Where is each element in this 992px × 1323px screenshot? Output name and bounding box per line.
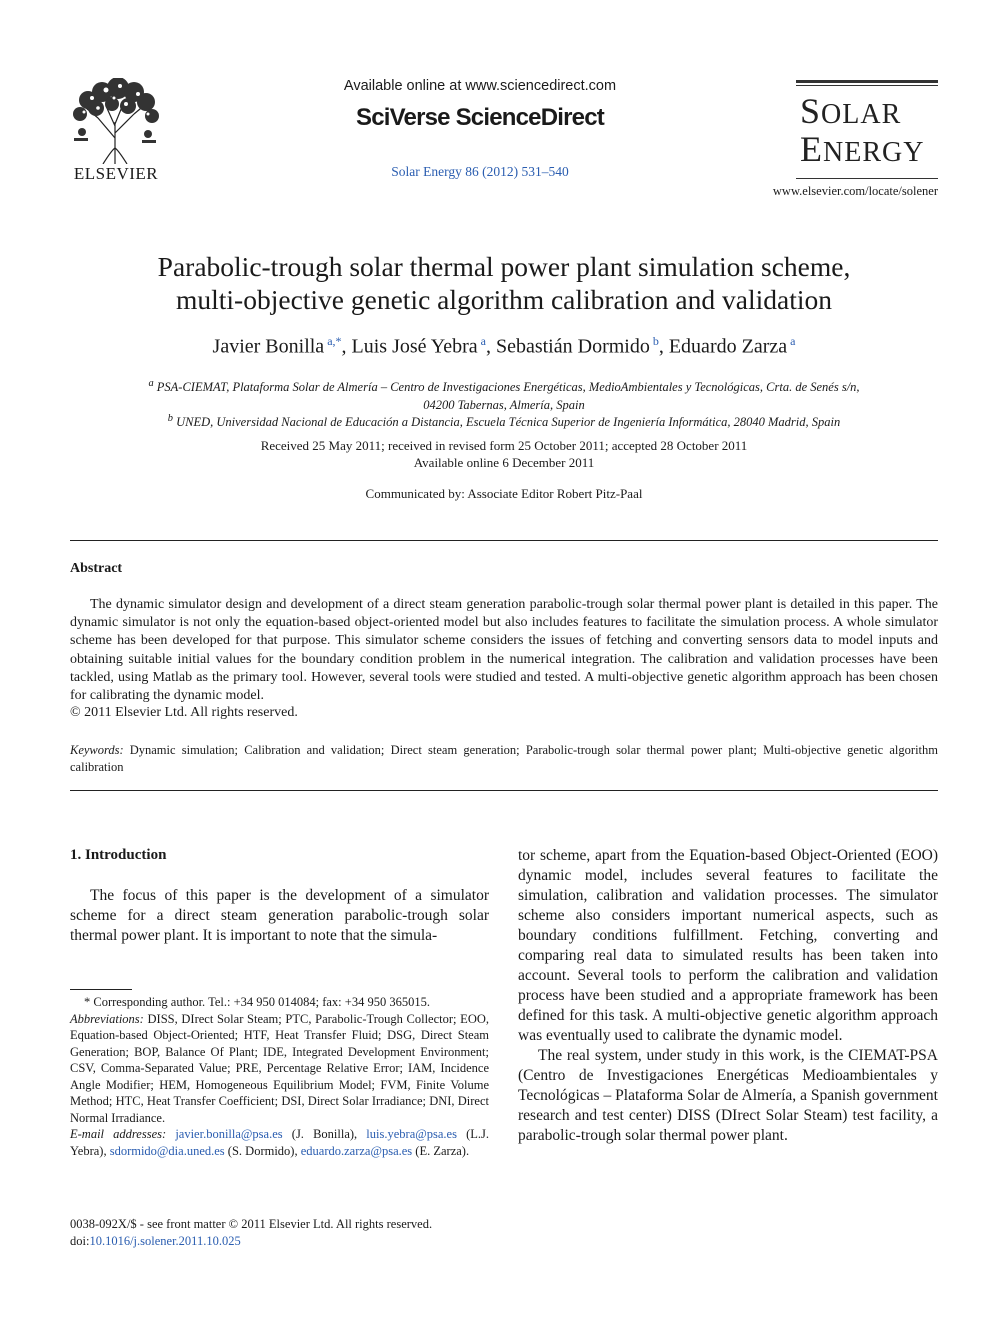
intro-paragraph-right-2: The real system, under study in this work, is the CIEMAT-PSA (Centro de Investigaciones Energéticas Medioambientales y Tecnológicas – Plataforma Solar de Almería, a Spanish government research and test center) DISS (DIrect Solar Steam) test facility, a parabolic-trough solar thermal power plant. [518,1047,938,1144]
section-heading-introduction: 1. Introduction [70,847,167,863]
affiliation-a [70,375,938,414]
footnote-rule [70,989,132,990]
elsevier-tree-logo [68,78,162,164]
received-dates: Received 25 May 2011; received in revised form 25 October 2011; accepted 28 October 2011 [260,438,748,453]
intro-paragraph-right-1: tor scheme, apart from the Equation-based Object-Oriented (EOO) dynamic model, includes several features to facilitate the simulation, calibration and validation processes. The simulator scheme also considers important numerical aspects, such as boundary conditions fulfillment. Fetching, converting and comparing real data to simulated results has been taken into account. Several tools to perform the calibration and validation process have been studied and a appropriate framework has been defined for this task. A multi-objective genetic algorithm approach was eventually used to calibrate the dynamic model. [518,847,938,1044]
logo-top-rule [796,80,938,83]
email-link[interactable]: eduardo.zarza@psa.es [300,1143,413,1158]
email-link[interactable]: javier.bonilla@psa.es [175,1127,283,1141]
divider-bottom [70,790,938,791]
paper-title-line1: Parabolic-trough solar thermal power plant simulation scheme, [157,251,851,282]
email-label: E-mail addresses: [70,1127,167,1141]
affiliation-mark-a: a [148,378,154,389]
paper-title-line2: multi-objective genetic algorithm calibration and validation [176,284,832,315]
journal-logo-line2: ENERGY [800,129,925,169]
journal-reference-link[interactable]: Solar Energy 86 (2012) 531–540 [391,164,569,179]
journal-logo [796,80,938,179]
doi-label: doi: [70,1233,90,1248]
author-name[interactable]: Sebastián Dormido [495,335,650,358]
affiliation-b-line: UNED, Universidad Nacional de Educación a Distancia, Escuela Técnica Superior de Ingeniería Informática, 28040 Madrid, Spain [176,415,841,430]
keywords-text: Dynamic simulation; Calibration and validation; Direct steam generation; Parabolic-trough solar thermal power plant; Multi-objective genetic algorithm calibration [70,743,938,774]
journal-logo-line1: SOLAR [800,91,902,131]
email-owner: (E. Zarza). [412,1143,470,1158]
logo-bottom-rule [796,178,938,179]
footnotes [70,994,489,1159]
keywords [70,742,938,776]
email-owner: (S. Dormido), [224,1143,301,1158]
abbreviations-label: Abbreviations: [70,1011,144,1026]
communicated-by: Communicated by: Associate Editor Robert Pitz-Paal [365,486,643,501]
author-name[interactable]: Luis José Yebra [351,335,478,358]
abbreviations-note [70,1011,489,1127]
keywords-label: Keywords: [70,743,124,757]
email-owner: (J. Bonilla), [282,1127,367,1141]
abstract-body: The dynamic simulator design and development of a direct steam generation parabolic-trough solar thermal power plant is detailed in this paper. The dynamic simulator is not only the equation-based object-oriented model but also includes features to facilitate the simulation process. A whole simulator scheme has been developed for that purpose. This simulator scheme considers the issues of fetching and converting sensors data to model inputs and obtaining suitable initial values for the boundary condition problem in the numerical integration. The calibration and validation processes have been tackled, using Matlab as the primary tool. However, several tools were studied and tested. A multi-objective genetic algorithm approach has been chosen for calibrating the dynamic model. [70,597,938,704]
publisher-name: ELSEVIER [73,164,159,183]
doi-line [70,1233,489,1250]
abstract-heading: Abstract [70,561,123,576]
affiliation-a-line1: PSA-CIEMAT, Plataforma Solar de Almería – Centro de Investigaciones Energéticas, MedioAmbientales y Tecnológicas, Crta. de Senés s/n, [156,380,860,395]
author-affiliation-mark[interactable]: a [477,334,486,348]
email-owner: (L.J. Yebra), [70,1127,490,1158]
author-affiliation-mark[interactable]: a,* [324,334,342,348]
affiliation-mark-b: b [167,413,173,424]
email-link[interactable]: luis.yebra@psa.es [366,1127,457,1141]
front-matter-block [70,1216,489,1249]
author-list: Javier Bonilla $^{a,*}$, Luis José Yebra $^a$, Sebastián Dormido $^b$, Eduardo Zarza $^a$ [212,334,796,358]
abstract-copyright: © 2011 Elsevier Ltd. All rights reserved. [70,705,298,720]
author-affiliation-mark[interactable]: b [649,334,659,348]
journal-homepage-url[interactable]: www.elsevier.com/locate/solener [772,184,938,198]
available-online-text: Available online at www.sciencedirect.com [343,78,617,94]
intro-paragraph-left: The focus of this paper is the development of a simulator scheme for a direct steam generation parabolic-trough solar thermal power plant. It is important to note that the simula- [70,887,489,944]
affiliation-b [70,410,938,431]
affiliation-a-line2: 04200 Tabernas, Almería, Spain [423,398,585,413]
intro-right-column [518,846,938,1146]
email-link[interactable]: sdormido@dia.uned.es [109,1143,225,1158]
doi-link[interactable]: 10.1016/j.solener.2011.10.025 [89,1233,241,1248]
divider-top [70,540,938,541]
abbreviations-text: DISS, DIrect Solar Steam; PTC, Parabolic-Trough Collector; EOO, Equation-based Object-Oriented; HTF, Heat Transfer Fluid; DSG, Direct Steam Generation; BOP, Balance Of Plant; IDE, Integrated Development Environment; CSV, Comma-Separated Value; PRE, Percentage Relative Error; IAM, Incidence Angle Modifier; HEM, Homogeneous Equilibrium Model; FVM, Finite Volume Method; HTC, Heat Transfer Coefficient; DSI, Direct Solar Irradiance; DNI, Direct Normal Irradiance. [70,1011,489,1125]
platform-logo-text: SciVerse ScienceDirect [356,104,604,131]
front-matter-text: 0038-092X/$ - see front matter © 2011 Elsevier Ltd. All rights reserved. [70,1217,433,1231]
available-online-date: Available online 6 December 2011 [413,455,595,470]
email-addresses [70,1126,489,1159]
paper-title [70,250,938,316]
logo-top-rule-thin [796,85,938,86]
author-name[interactable]: Javier Bonilla [212,335,325,358]
corresponding-author-note: * Corresponding author. Tel.: +34 950 014084; fax: +34 950 365015. [84,995,430,1009]
author-name[interactable]: Eduardo Zarza [668,335,788,358]
author-affiliation-mark[interactable]: a [787,334,796,348]
article-history [70,437,938,471]
